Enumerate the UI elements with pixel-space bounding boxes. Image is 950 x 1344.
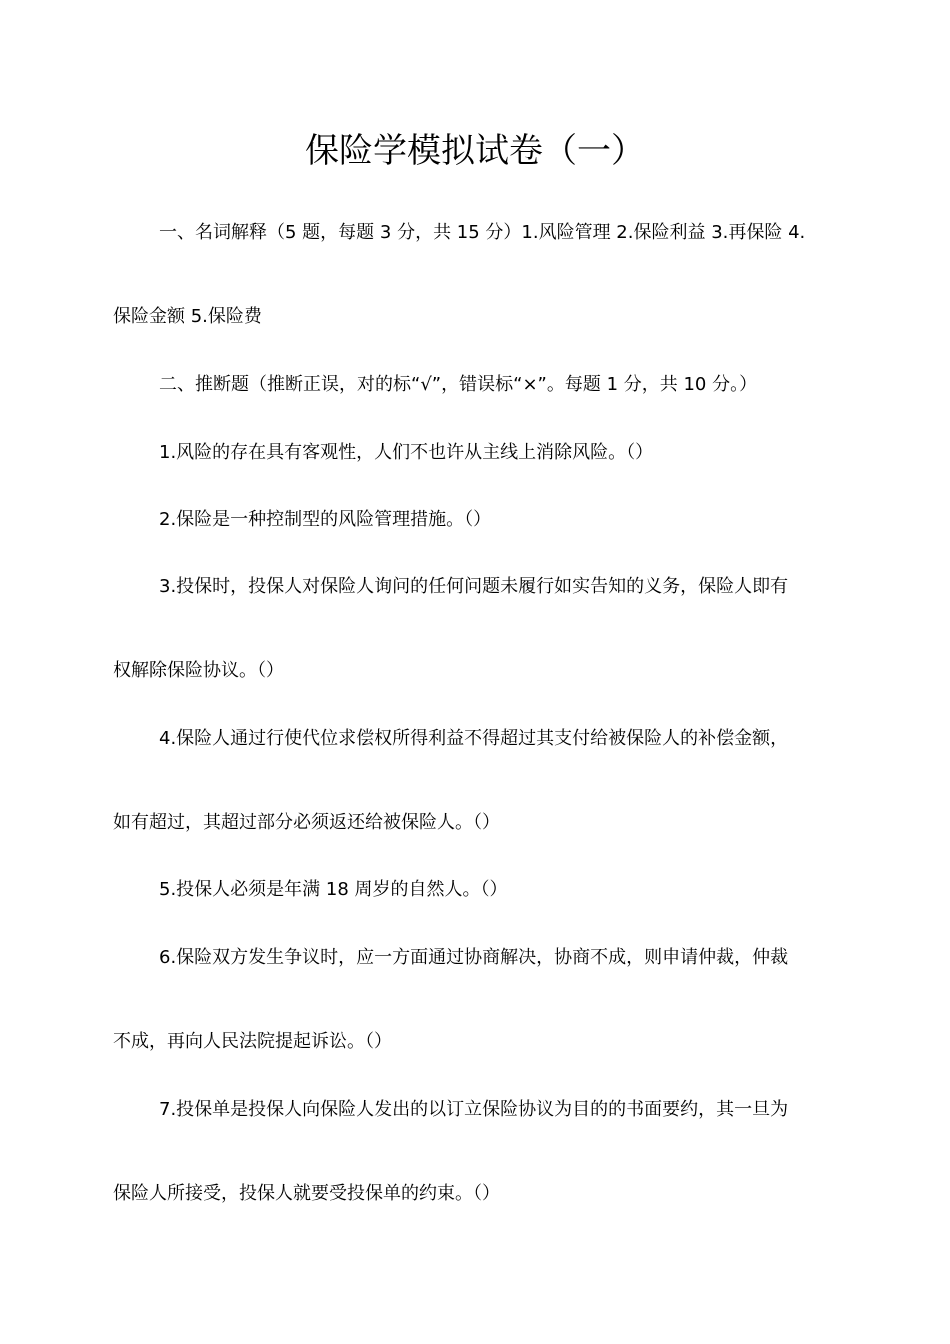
question-5-line1: 5.投保人必须是年满 18 周岁的自然人。（）: [159, 879, 508, 900]
section1-line2: 保险金额 5.保险费: [113, 306, 262, 327]
section1-line1: 一、名词解释（5 题，每题 3 分，共 15 分）1.风险管理 2.保险利益 3.再保险 4.: [159, 222, 806, 243]
question-7-line1: 7.投保单是投保人向保险人发出的以订立保险协议为目的的书面要约，其一旦为: [159, 1099, 789, 1120]
question-3-line1: 3.投保时，投保人对保险人询问的任何问题未履行如实告知的义务，保险人即有: [159, 576, 789, 597]
question-4-line2: 如有超过，其超过部分必须返还给被保险人。（）: [113, 812, 500, 833]
question-7-line2: 保险人所接受，投保人就要受投保单的约束。（）: [113, 1183, 500, 1204]
question-3-line2: 权解除保险协议。（）: [113, 660, 284, 681]
question-1-line1: 1.风险的存在具有客观性，人们不也许从主线上消除风险。（）: [159, 442, 654, 463]
question-6-line1: 6.保险双方发生争议时，应一方面通过协商解决，协商不成，则申请仲裁，仲裁: [159, 947, 789, 968]
section2-heading: 二、推断题（推断正误，对的标“√”，错误标“×”。每题 1 分，共 10 分。）: [159, 374, 758, 395]
question-4-line1: 4.保险人通过行使代位求偿权所得利益不得超过其支付给被保险人的补偿金额，: [159, 728, 789, 749]
question-2-line1: 2.保险是一种控制型的风险管理措施。（）: [159, 509, 492, 530]
question-6-line2: 不成，再向人民法院提起诉讼。（）: [113, 1031, 392, 1052]
page-title: 保险学模拟试卷（一）: [305, 131, 645, 171]
